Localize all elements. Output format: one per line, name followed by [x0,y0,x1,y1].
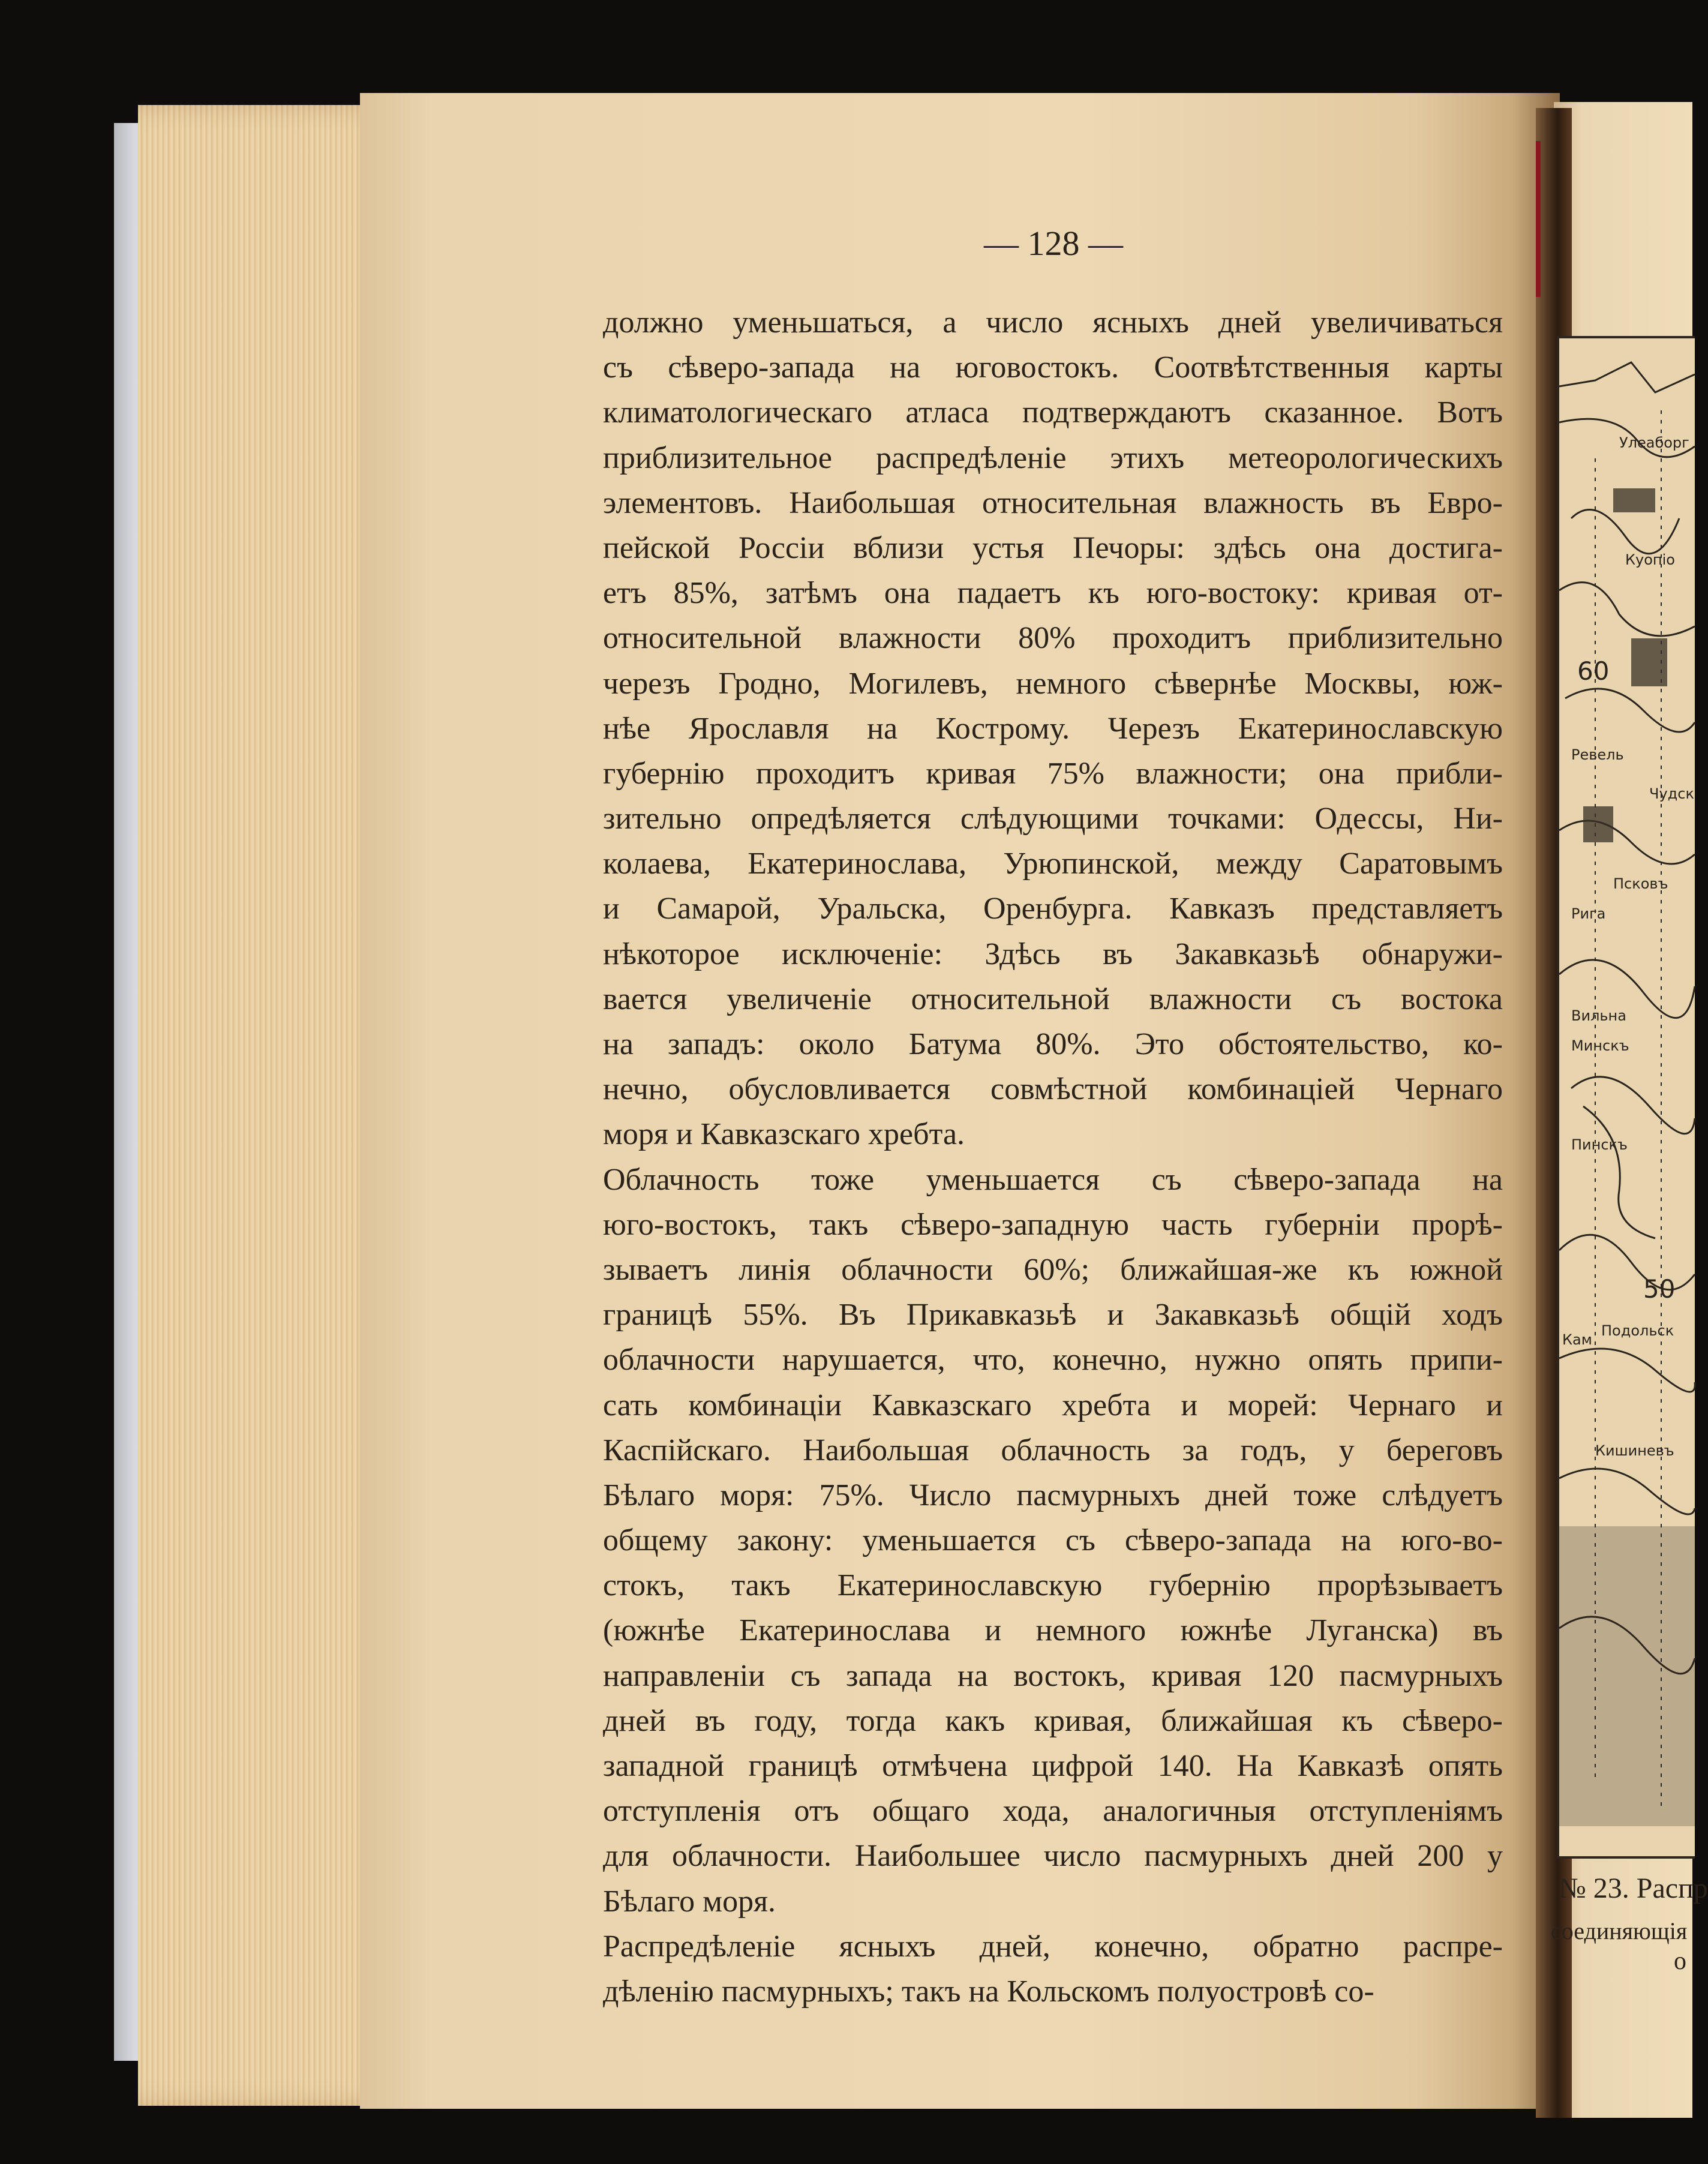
map-label-pinsk: Пинскъ [1571,1136,1628,1153]
map-figure [1557,336,1695,1859]
text-line: зываетъ линія облачности 60%; ближайшая-же къ южной [603,1252,1503,1287]
text-line: Каспійскаго. Наибольшая облачность за годъ, у береговъ [603,1433,1503,1467]
text-line: общему закону: уменьшается съ сѣверо-запада на юго-во- [603,1523,1503,1558]
text-line: вается увеличеніе относительной влажности съ востока [603,982,1503,1016]
map-label-kishinev: Кишиневъ [1595,1442,1674,1459]
map-label-pskov: Псковъ [1613,875,1668,892]
text-line: для облачности. Наибольшее число пасмурныхъ дней 200 у [603,1839,1503,1874]
text-line: элементовъ. Наибольшая относительная влажность въ Евро- [603,485,1503,520]
text-line: приблизительное распредѣленіе этихъ метеорологическихъ [603,440,1503,475]
text-line: зительно опредѣляется слѣдующими точками: Одессы, Ни- [603,802,1503,836]
page-number: — 128 — [984,224,1123,263]
text-line: на западъ: около Батума 80%. Это обстоятельство, ко- [603,1027,1503,1061]
text-line: пейской Россіи вблизи устья Печоры: здѣсь она достига- [603,530,1503,565]
text-line: должно уменьшаться, а число ясныхъ дней увеличиваться [603,305,1503,340]
text-line: Облачность тоже уменьшается съ сѣверо-запада на [603,1162,1503,1197]
text-line: нѣе Ярославля на Кострому. Черезъ Екатеринославскую [603,711,1503,746]
figure-caption-line2: соединяющія [1551,1917,1688,1944]
text-line: черезъ Гродно, Могилевъ, немного сѣвернѣе Москвы, юж- [603,666,1503,701]
text-line: сать комбинаціи Кавказскаго хребта и морей: Чернаго и [603,1388,1503,1422]
figure-caption-line3: о [1674,1947,1686,1975]
text-line: дней въ году, тогда какъ кривая, ближайшая къ сѣверо- [603,1703,1503,1738]
body-text [603,300,1503,2014]
map-label-riga: Рига [1571,905,1606,922]
map-label-kuopio: Куопіо [1625,551,1675,568]
text-line: направленіи съ запада на востокъ, кривая 120 пасмурныхъ [603,1658,1503,1693]
text-line: нечно, обусловливается совмѣстной комбинаціей Чернаго [603,1072,1503,1107]
map-label-revel: Ревель [1571,746,1624,763]
text-line: Бѣлаго моря: 75%. Число пасмурныхъ дней тоже слѣдуетъ [603,1478,1503,1512]
text-line: Бѣлаго моря. [603,1884,776,1919]
text-line: нѣкоторое исключеніе: Здѣсь въ Закавказьѣ обнаружи- [603,937,1503,971]
map-label-chudsk: Чудск [1649,785,1694,802]
text-line: моря и Кавказскаго хребта. [603,1117,965,1152]
text-line: губернію проходитъ кривая 75% влажности; она прибли- [603,756,1503,791]
text-line: относительной влажности 80% проходитъ приблизительно [603,621,1503,656]
map-label-vilna: Вильна [1571,1007,1626,1024]
text-line: етъ 85%, затѣмъ она падаетъ къ юго-востоку: кривая от- [603,576,1503,611]
text-line: облачности нарушается, что, конечно, нужно опять припи- [603,1343,1503,1377]
text-line: западной границѣ отмѣчена цифрой 140. На Кавказѣ опять [603,1749,1503,1783]
text-line: (южнѣе Екатеринослава и немного южнѣе Луганска) въ [603,1613,1503,1648]
text-line: и Самарой, Уральска, Оренбурга. Кавказъ представляетъ [603,892,1503,926]
bookmark-ribbon [1536,141,1541,297]
text-line: колаева, Екатеринослава, Урюпинской, между Саратовымъ [603,847,1503,881]
map-label-podolsk: Подольск [1601,1322,1674,1339]
map-label-minsk: Минскъ [1571,1037,1629,1054]
text-line: дѣленію пасмурныхъ; такъ на Кольскомъ полуостровѣ со- [603,1974,1374,2009]
map-contour-50: 50 [1643,1274,1676,1304]
map-label-kam: Кам [1562,1331,1592,1348]
text-line: климатологическаго атласа подтверждаютъ сказанное. Вотъ [603,395,1503,430]
map-label-uleaborg: Улеаборг [1619,434,1689,451]
text-line: юго-востокъ, такъ сѣверо-западную часть губерніи прорѣ- [603,1207,1503,1242]
text-line: стокъ, такъ Екатеринославскую губернію прорѣзываетъ [603,1568,1503,1603]
text-line: границѣ 55%. Въ Прикавказьѣ и Закавказьѣ общій ходъ [603,1298,1503,1332]
text-line: съ сѣверо-запада на юговостокъ. Соотвѣтственныя карты [603,350,1503,385]
text-line: Распредѣленіе ясныхъ дней, конечно, обратно распре- [603,1929,1503,1964]
figure-caption: № 23. Распр [1559,1872,1708,1904]
text-line: отступленія отъ общаго хода, аналогичныя отступленіямъ [603,1794,1503,1829]
map-contour-60: 60 [1577,656,1610,686]
